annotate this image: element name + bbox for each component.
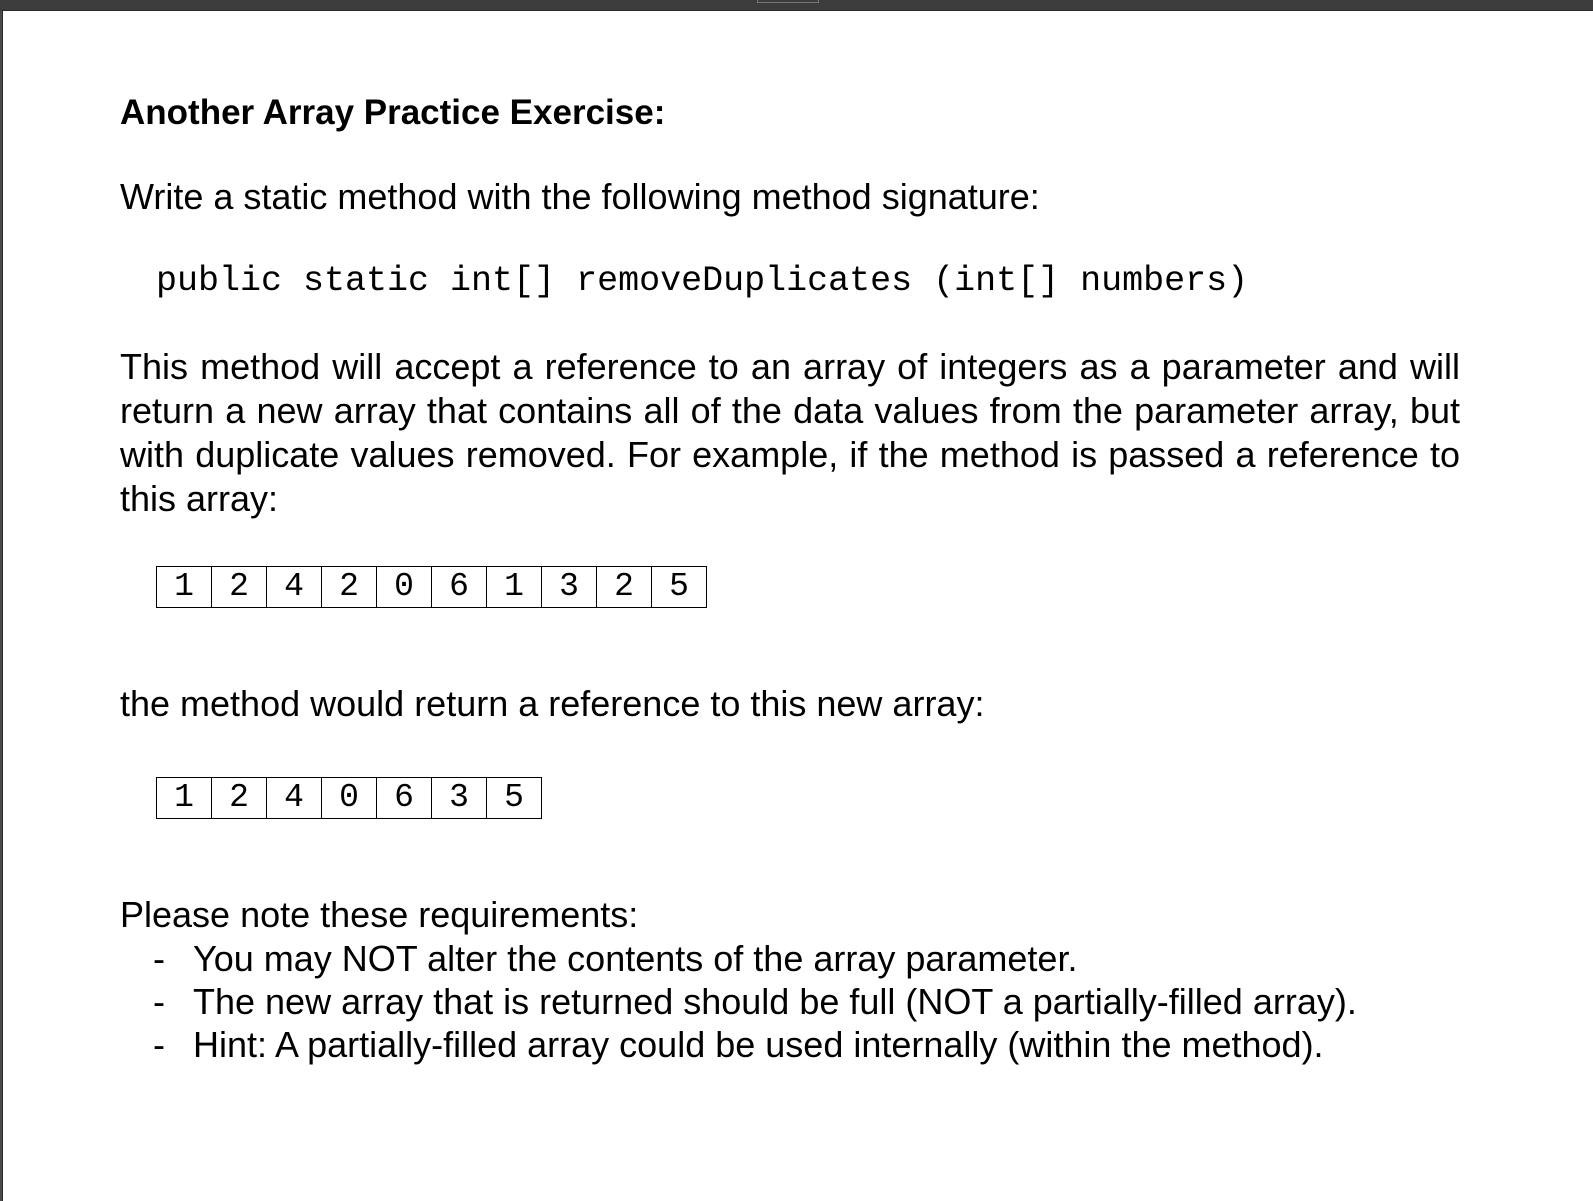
intro-text: Write a static method with the following method signature: — [120, 176, 1040, 217]
page-heading: Another Array Practice Exercise: — [120, 93, 666, 132]
array-cell: 3 — [542, 567, 597, 607]
array-cell: 2 — [212, 567, 267, 607]
array-cell: 6 — [432, 567, 487, 607]
array-cell: 2 — [212, 778, 267, 818]
bullet-dash: - — [153, 938, 165, 979]
array-cell: 0 — [322, 778, 377, 818]
viewer-tab-handle[interactable] — [757, 0, 819, 3]
document-page — [3, 11, 1593, 1201]
requirement-item — [153, 937, 1357, 980]
array-cell: 0 — [377, 567, 432, 607]
array-cell: 4 — [267, 778, 322, 818]
array-cell: 4 — [267, 567, 322, 607]
input-array-diagram — [156, 566, 707, 608]
array-cell: 3 — [432, 778, 487, 818]
array-cell: 6 — [377, 778, 432, 818]
array-cell: 2 — [597, 567, 652, 607]
requirement-item — [153, 980, 1357, 1023]
result-text: the method would return a reference to this new array: — [120, 683, 985, 724]
requirement-text: Hint: A partially-filled array could be used internally (within the method). — [193, 1024, 1324, 1065]
bullet-dash: - — [153, 981, 165, 1022]
bullet-dash: - — [153, 1024, 165, 1065]
array-cell: 1 — [157, 567, 212, 607]
method-signature: public static int[] removeDuplicates (int[] numbers) — [156, 261, 1249, 301]
array-cell: 1 — [157, 778, 212, 818]
output-array-diagram — [156, 777, 542, 819]
array-cell: 5 — [504, 779, 524, 816]
requirements-list — [153, 937, 1357, 1066]
array-cell: 1 — [487, 567, 542, 607]
requirement-text: The new array that is returned should be full (NOT a partially-filled array). — [193, 981, 1357, 1022]
description-text: This method will accept a reference to an array of integers as a parameter and will return a new array that contains all of the data values from the parameter array, but with duplicate values removed. For example, if the method is passed a reference to this array: — [120, 346, 1460, 519]
requirements-title: Please note these requirements: — [120, 894, 639, 935]
requirement-text: You may NOT alter the contents of the array parameter. — [193, 938, 1078, 979]
viewer-toolbar — [0, 0, 1593, 11]
requirement-item — [153, 1023, 1357, 1066]
array-cell: 2 — [322, 567, 377, 607]
array-cell: 5 — [669, 568, 689, 605]
